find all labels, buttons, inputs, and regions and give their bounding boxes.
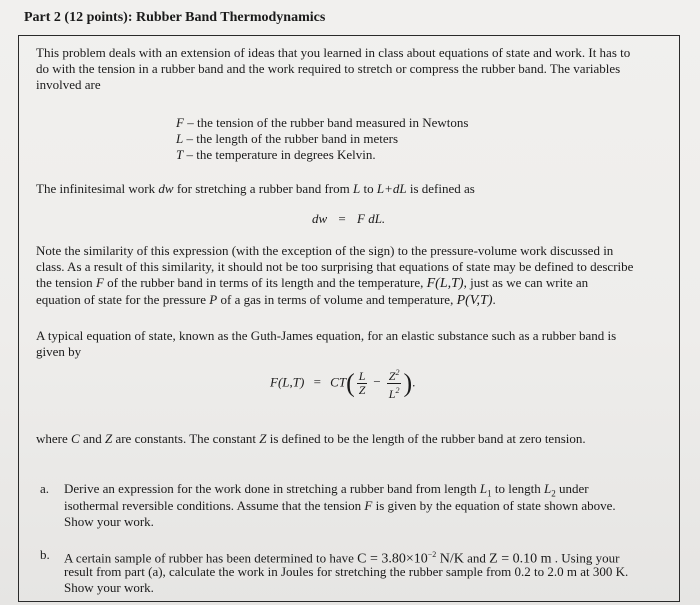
part-a-l1-sub: 1 <box>487 488 492 499</box>
variable-t-symbol: T <box>176 147 184 162</box>
part-a-1a: Derive an expression for the work done in stretching a rubber band from length <box>64 481 480 496</box>
part-b-z-value: Z = 0.10 m <box>489 551 552 567</box>
part-b-line-2: result from part (a), calculate the work in Joules for stretching the rubber sample from 0.2 to 2.0 m at 300 K. <box>64 564 629 579</box>
where-d: is defined to be the length of the rubber band at zero tension. <box>266 431 586 446</box>
where-z2: Z <box>259 431 267 446</box>
work-def-text-d: is defined as <box>406 181 475 196</box>
frac1-num: L <box>358 369 366 383</box>
part-a-l1: L <box>479 481 488 496</box>
eq2-minus: − <box>373 374 381 390</box>
part-b-1a: A certain sample of rubber has been determined to have <box>64 550 358 566</box>
part-a-1b: to length <box>491 481 544 496</box>
note-line-2: class. As a result of this similarity, it should not be too surprising that equations of state may be defined to describe <box>36 259 634 274</box>
where-line <box>36 431 586 447</box>
part-a-1c: under <box>555 481 589 496</box>
guth-line-1: A typical equation of state, known as the Guth-James equation, for an elastic substance such as a rubber band is <box>36 328 617 343</box>
part-b-label: b. <box>40 547 50 562</box>
frac2-den-exp: 2 <box>395 386 400 395</box>
fraction-z2-over-l2 <box>387 366 402 401</box>
note-3-b: of the rubber band in terms of its length and the temperature, <box>103 275 427 290</box>
eq2-ct: CT <box>330 374 347 390</box>
part-a-line-3: Show your work. <box>64 514 154 529</box>
intro-line-2: do with the tension in a rubber band and the work required to stretch or compress the rubber band. The variables <box>36 61 621 76</box>
right-paren-glyph: ) <box>403 368 413 398</box>
note-line-3 <box>36 275 588 292</box>
note-4-pvt: P(V,T) <box>456 293 493 308</box>
variable-t-text: – the temperature in degrees Kelvin. <box>183 147 376 162</box>
part-topic: Rubber Band Thermodynamics <box>136 10 326 25</box>
work-eq-equals: = <box>338 211 346 226</box>
part-b-line-3: Show your work. <box>64 580 154 595</box>
intro-line-1: This problem deals with an extension of ideas that you learned in class about equations of state and work. It has to <box>36 45 631 60</box>
frac2-num-exp: 2 <box>395 368 400 377</box>
variable-f <box>176 115 468 131</box>
guth-line-2: given by <box>36 344 82 359</box>
note-3-flt: F(L,T) <box>426 276 464 291</box>
part-b-c-unit: N/K <box>436 551 464 567</box>
frac2-den <box>387 384 402 401</box>
part-a-f: F <box>364 498 373 513</box>
variable-l-symbol: L <box>176 131 184 146</box>
part-b-c-exp: −2 <box>427 550 437 559</box>
part-b-and: and <box>463 550 490 566</box>
where-z: Z <box>104 431 113 446</box>
variable-l <box>176 131 398 147</box>
variable-f-text: – the tension of the rubber band measured in Newtons <box>183 115 469 130</box>
where-b: and <box>79 431 105 446</box>
frac2-num-base: Z <box>388 369 396 383</box>
note-4-a: equation of state for the pressure <box>36 292 210 307</box>
work-definition <box>36 181 475 197</box>
guth-james-equation <box>270 366 415 401</box>
note-4-c: . <box>492 292 496 307</box>
work-def-text-b: for stretching a rubber band from <box>173 181 353 196</box>
frac2-den-base: L <box>388 387 396 401</box>
part-b-1b: . Using your <box>551 550 620 566</box>
work-eq-lhs: dw <box>312 211 328 226</box>
problem-heading <box>24 10 325 26</box>
part-a-l2-sub: 2 <box>551 488 556 499</box>
variable-t <box>176 147 376 163</box>
work-equation <box>312 211 385 227</box>
variable-l-text: – the length of the rubber band in meters <box>183 131 399 146</box>
part-label: Part 2 (12 points): <box>24 10 133 25</box>
fraction-l-over-z <box>357 370 368 397</box>
note-4-b: of a gas in terms of volume and temperature, <box>217 292 457 307</box>
note-3-c: , just as we can write an <box>463 275 589 290</box>
part-a-line-2 <box>64 498 616 514</box>
part-a-2a: isothermal reversible conditions. Assume that the tension <box>64 498 365 513</box>
work-def-l: L <box>352 181 361 196</box>
eq2-lhs: F(L,T) <box>270 374 305 390</box>
eq2-end: . <box>412 374 416 390</box>
work-def-ldl: L+dL <box>376 181 407 196</box>
where-c: C <box>71 431 80 446</box>
work-def-text-a: The infinitesimal work <box>36 181 159 196</box>
part-a-l2: L <box>543 481 552 496</box>
frac2-num <box>387 366 402 384</box>
part-a-2b: is given by the equation of state shown above. <box>372 498 616 513</box>
work-def-text-c: to <box>360 181 377 196</box>
note-3-f: F <box>95 275 104 290</box>
where-c-text: are constants. The constant <box>112 431 260 446</box>
part-b-c-value: C = 3.80×10 <box>357 551 428 567</box>
work-eq-rhs: F dL. <box>357 211 386 226</box>
note-3-a: the tension <box>36 275 96 290</box>
eq2-equals: = <box>313 374 321 390</box>
work-def-dw: dw <box>158 181 174 196</box>
part-a-label: a. <box>40 481 50 496</box>
left-paren-glyph: ( <box>346 368 355 398</box>
frac1-den: Z <box>358 383 366 397</box>
note-line-4 <box>36 292 496 309</box>
variable-f-symbol: F <box>176 115 184 130</box>
note-4-p: P <box>209 292 218 307</box>
where-a: where <box>36 431 72 446</box>
intro-line-3: involved are <box>36 77 101 92</box>
note-line-1: Note the similarity of this expression (with the exception of the sign) to the pressure-volume work discussed in <box>36 243 614 258</box>
